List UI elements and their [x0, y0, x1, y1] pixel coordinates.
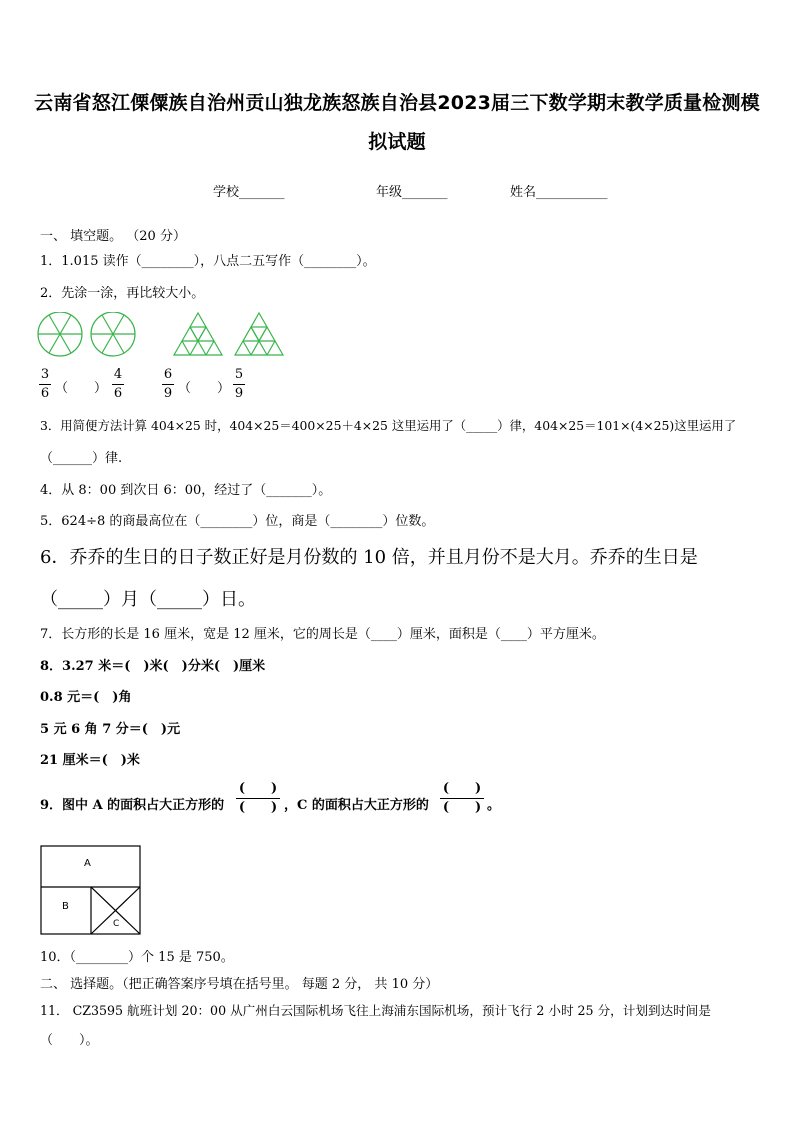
fraction-5-9: 5 9: [234, 367, 244, 401]
school-field[interactable]: 学校_______: [213, 185, 285, 200]
name-field[interactable]: 姓名___________: [510, 185, 608, 200]
section-heading-fill-in: 一、 填空题。 （20 分）: [40, 229, 186, 244]
fraction-6-9: 6 9: [163, 367, 173, 401]
question-8-line2: 0.8 元＝( )角: [40, 690, 132, 705]
triangle-ninths-icon: [174, 313, 222, 355]
question-8-line1: 8．3.27 米＝( )米( )分米( )厘米: [40, 659, 266, 674]
grade-field[interactable]: 年级_______: [376, 185, 448, 200]
region-label-c: C: [113, 919, 120, 929]
fraction-4-6: 4 6: [113, 367, 123, 401]
circle-sixths-icon: [38, 312, 82, 356]
triangle-ninths-icon: [235, 313, 283, 355]
question-3-line2: （______）律.: [40, 451, 123, 466]
region-label-a: A: [84, 858, 91, 869]
question-9-suffix: 。: [487, 798, 501, 813]
question-8-line3: 5 元 6 角 7 分＝( )元: [40, 722, 181, 737]
question-11-line2: （ ）。: [40, 1033, 99, 1048]
question-1: 1．1.015 读作（________），八点二五写作（________）。: [40, 254, 376, 269]
question-5: 5．624÷8 的商最高位在（________）位，商是（________）位数。: [40, 514, 435, 529]
section-heading-choice: 二、 选择题。（把正确答案序号填在括号里。 每题 2 分， 共 10 分）: [40, 977, 439, 992]
question-6-line2: （_____）月（_____）日。: [40, 589, 256, 610]
question-10: 10．（________）个 15 是 750。: [40, 950, 234, 965]
region-label-b: B: [62, 901, 69, 912]
page-title-line2: 拟试题: [368, 131, 426, 153]
compare-blank-1[interactable]: （ ）: [55, 381, 108, 396]
question-4: 4．从 8：00 到次日 6：00，经过了（_______）。: [40, 483, 332, 498]
question-7: 7．长方形的长是 16 厘米，宽是 12 厘米，它的周长是（____）厘米，面积是（____）平方厘米。: [40, 627, 605, 642]
circle-sixths-icon: [91, 312, 135, 356]
question-9-prefix: 9．图中 A 的面积占大正方形的: [40, 798, 225, 813]
question-9-middle: ，C 的面积占大正方形的: [284, 798, 429, 813]
page-title-line1: 云南省怒江傈僳族自治州贡山独龙族怒族自治县2023届三下数学期末教学质量检测模: [34, 92, 760, 114]
fraction-3-6: 3 6: [40, 367, 50, 401]
q2-shapes: [0, 312, 794, 372]
q9-fraction-blank-c[interactable]: ( ) ( ): [440, 781, 484, 816]
q9-fraction-blank-a[interactable]: ( ) ( ): [236, 781, 280, 816]
compare-blank-2[interactable]: （ ）: [178, 381, 231, 396]
q9-square-figure: [40, 845, 142, 937]
question-8-line4: 21 厘米＝( )米: [40, 753, 140, 768]
question-6-line1: 6．乔乔的生日的日子数正好是月份数的 10 倍，并且月份不是大月。乔乔的生日是: [40, 547, 698, 568]
question-11-line1: 11． CZ3595 航班计划 20：00 从广州白云国际机场飞往上海浦东国际机场，预计飞行 2 小时 25 分，计划到达时间是: [40, 1003, 711, 1018]
question-3-line1: 3．用简便方法计算 404×25 时，404×25＝400×25＋4×25 这里运用了（_____）律，404×25＝101×(4×25)这里运用了: [40, 418, 737, 433]
question-2: 2．先涂一涂，再比较大小。: [40, 286, 205, 301]
